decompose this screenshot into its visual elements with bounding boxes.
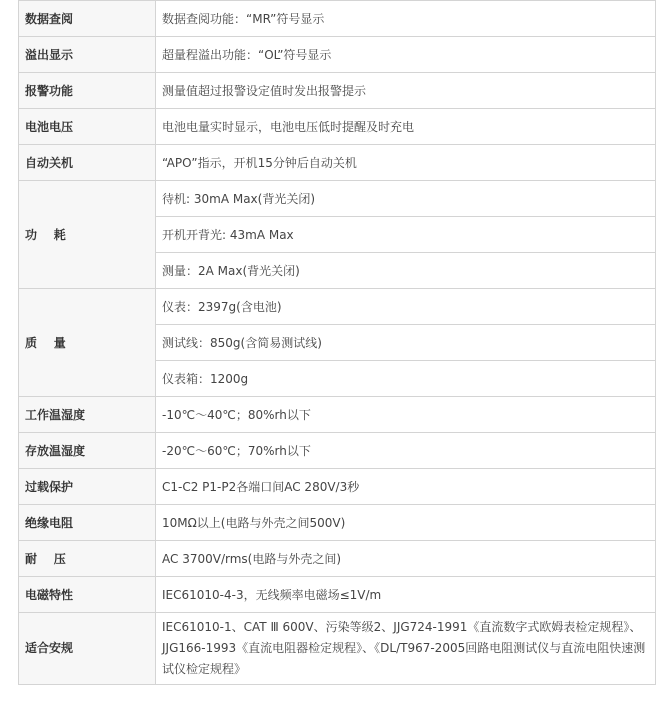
spec-row xyxy=(19,541,656,577)
spec-label: 自动关机 xyxy=(19,145,156,181)
spec-label: 过载保护 xyxy=(19,469,156,505)
spec-value: 测试线：850g(含简易测试线) xyxy=(156,325,656,361)
spec-value: 测量：2A Max(背光关闭) xyxy=(156,253,656,289)
spec-row xyxy=(19,433,656,469)
spec-row xyxy=(19,397,656,433)
spec-row xyxy=(19,109,656,145)
spec-label: 电磁特性 xyxy=(19,577,156,613)
spec-label: 功 耗 xyxy=(19,181,156,289)
spec-row xyxy=(19,145,656,181)
spec-value-line: JJG166-1993《直流电阻器检定规程》、《DL/T967-2005回路电阻测试仪与直流电阻快速测 xyxy=(162,641,646,655)
spec-label: 存放温湿度 xyxy=(19,433,156,469)
spec-label: 绝缘电阻 xyxy=(19,505,156,541)
spec-value: -10℃～40℃；80%rh以下 xyxy=(156,397,656,433)
spec-value: AC 3700V/rms(电路与外壳之间) xyxy=(156,541,656,577)
spec-label: 质 量 xyxy=(19,289,156,397)
spec-row xyxy=(19,73,656,109)
spec-row xyxy=(19,613,656,685)
spec-label: 数据查阅 xyxy=(19,1,156,37)
spec-value-line: IEC61010-1、CAT Ⅲ 600V、污染等级2、JJG724-1991《直流数字式欧姆表检定规程》、 xyxy=(162,620,642,634)
spec-value: 数据查阅功能：“MR”符号显示 xyxy=(156,1,656,37)
spec-value: 10MΩ以上(电路与外壳之间500V) xyxy=(156,505,656,541)
spec-label: 报警功能 xyxy=(19,73,156,109)
spec-label: 工作温湿度 xyxy=(19,397,156,433)
spec-value: IEC61010-4-3，无线频率电磁场≤1V/m xyxy=(156,577,656,613)
spec-row xyxy=(19,181,656,217)
spec-value: -20℃～60℃；70%rh以下 xyxy=(156,433,656,469)
spec-row xyxy=(19,505,656,541)
spec-table xyxy=(18,0,656,685)
spec-value: 超量程溢出功能：“OL”符号显示 xyxy=(156,37,656,73)
spec-value: 开机开背光: 43mA Max xyxy=(156,217,656,253)
spec-value-multiline xyxy=(156,613,656,685)
spec-label: 溢出显示 xyxy=(19,37,156,73)
spec-value: C1-C2 P1-P2各端口间AC 280V/3秒 xyxy=(156,469,656,505)
spec-row xyxy=(19,289,656,325)
spec-value: 电池电量实时显示，电池电压低时提醒及时充电 xyxy=(156,109,656,145)
spec-value: 测量值超过报警设定值时发出报警提示 xyxy=(156,73,656,109)
spec-row xyxy=(19,469,656,505)
spec-value: 仪表箱：1200g xyxy=(156,361,656,397)
spec-value: 仪表：2397g(含电池) xyxy=(156,289,656,325)
spec-label: 耐 压 xyxy=(19,541,156,577)
spec-value: “APO”指示，开机15分钟后自动关机 xyxy=(156,145,656,181)
spec-row xyxy=(19,37,656,73)
spec-row xyxy=(19,1,656,37)
spec-value-line: 试仪检定规程》 xyxy=(162,662,247,676)
spec-label: 电池电压 xyxy=(19,109,156,145)
spec-row xyxy=(19,577,656,613)
spec-label: 适合安规 xyxy=(19,613,156,685)
spec-value: 待机: 30mA Max(背光关闭) xyxy=(156,181,656,217)
